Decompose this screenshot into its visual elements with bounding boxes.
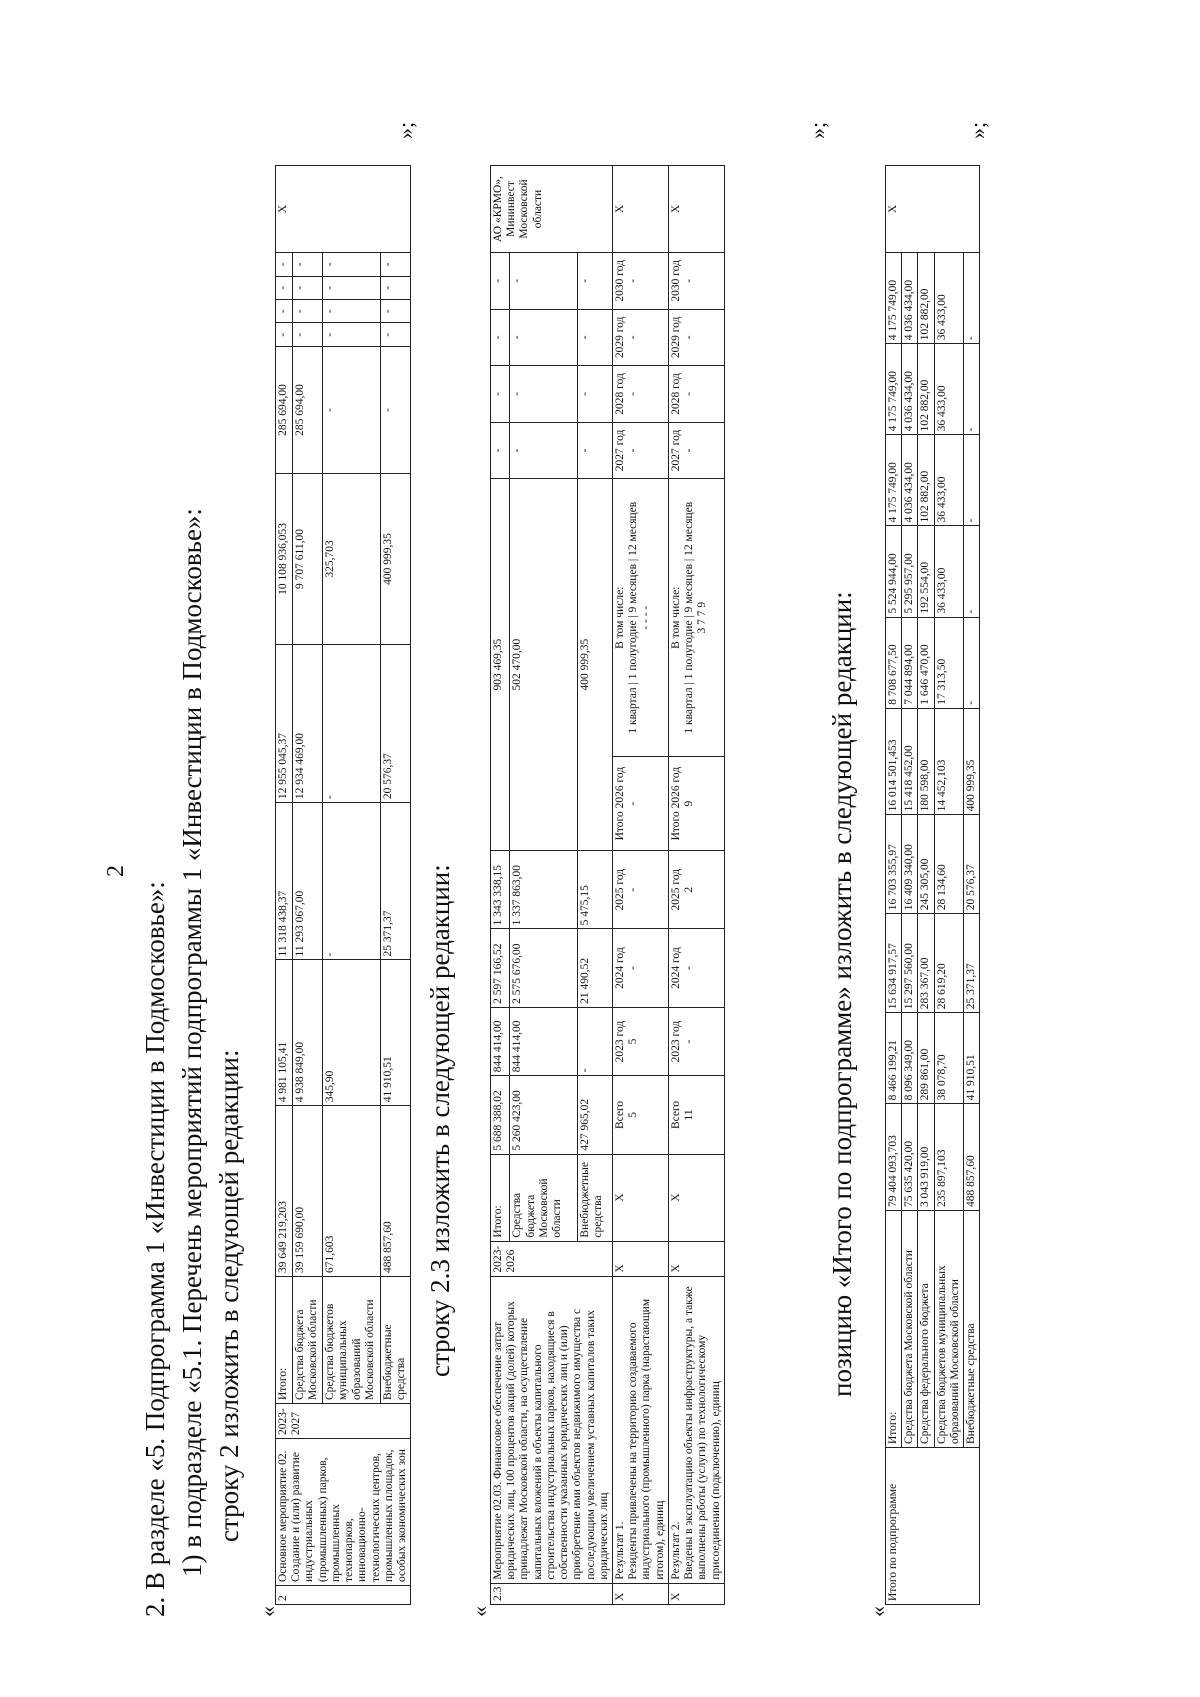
t2-cell: 5 260 423,00 <box>510 1076 577 1154</box>
t2-cell: 502 470,00 <box>510 479 577 851</box>
t3-cell: 36 433,00 <box>934 344 963 435</box>
t2-r1-h <box>612 850 668 928</box>
t3-cell: 4 036 434,00 <box>902 435 918 526</box>
t2-r1-h6: 2028 год <box>613 373 626 415</box>
t2-r1-qv3: - <box>640 605 653 610</box>
table-row2 <box>275 165 411 1605</box>
t2-r2-qv0: 3 <box>696 627 709 634</box>
t1-cell: 12 934 469,00 <box>292 644 322 802</box>
t1-src-1: Средства бюджета Московской области <box>292 1277 322 1404</box>
t1-cell: - <box>276 276 293 299</box>
t2-r1-v3: - <box>627 887 640 892</box>
t1-cell: 488 857,60 <box>380 1106 410 1277</box>
close-quote-3: »; <box>965 121 990 139</box>
t2-r1-x2: X <box>612 1241 668 1276</box>
t3-cell: 20 576,37 <box>964 815 980 914</box>
t3-cell: 14 452,103 <box>934 708 963 815</box>
t3-cell: 1 646 470,00 <box>918 617 934 708</box>
t3-cell: 4 175 749,00 <box>886 435 902 526</box>
t2-cell: 844 414,00 <box>491 1007 510 1075</box>
t3-cell: 75 635 420,00 <box>902 1104 918 1211</box>
t2-r1-qv <box>640 482 653 753</box>
t3-src-2: Средства федерального бюджета <box>918 1211 934 1448</box>
t3-cell: 283 367,00 <box>918 914 934 1013</box>
t2-r1-q2: 9 месяцев <box>627 563 640 613</box>
t2-r2-v0: 11 <box>683 1109 696 1121</box>
t3-cell: 36 433,00 <box>934 253 963 344</box>
heading-subsection: 1) в подразделе «5.1. Перечень мероприятий подпрограммы 1 «Инвестиции в Подмосковье»: <box>177 508 207 1577</box>
close-quote-1: »; <box>393 121 418 139</box>
t2-r2-v2: - <box>683 966 696 971</box>
t3-cell: 16 014 501,453 <box>886 708 902 815</box>
t1-cell: - <box>292 323 322 346</box>
t2-r1-v1: 5 <box>627 1038 640 1045</box>
t2-r1-q: В том числе: 1 квартал | 1 полугодие | 9 месяцев | 12 месяцев - - - - <box>612 479 668 757</box>
t2-r1-v2: - <box>627 966 640 971</box>
table-total <box>885 165 980 1605</box>
t2-r2-h5: 2027 год <box>669 429 682 472</box>
t3-cell: - <box>964 253 980 344</box>
t2-cell: - <box>577 366 612 423</box>
t3-cell: 25 371,37 <box>964 914 980 1013</box>
t1-cell: 11 318 438,37 <box>276 803 293 960</box>
heading-total-instruction: позицию «Итого по подпрограмме» изложить в следующей редакции: <box>827 591 857 1397</box>
t2-cell: - <box>510 309 577 366</box>
t2-r1-h2: 2024 год <box>613 947 626 989</box>
t1-cell: - <box>323 803 381 960</box>
t1-src-2: Средства бюджетов муниципальных образований Московской области <box>323 1277 381 1404</box>
heading-section: 2. В разделе «5. Подпрограмма 1 «Инвестиции в Подмосковье»: <box>140 881 170 1617</box>
t3-cell: 17 313,50 <box>934 617 963 708</box>
t3-cell: 245 305,00 <box>918 815 934 914</box>
t3-cell: 4 175 749,00 <box>886 253 902 344</box>
t3-cell: - <box>964 526 980 617</box>
t2-cell: 427 965,02 <box>577 1076 612 1154</box>
t2-years: 2023-2026 <box>491 1241 613 1276</box>
t2-cell: - <box>577 422 612 479</box>
t1-cell: 325,703 <box>323 474 381 645</box>
t1-years: 2023-2027 <box>276 1404 411 1439</box>
t1-src-0: Итого: <box>276 1277 293 1404</box>
t2-r2-x1: X <box>668 1583 724 1604</box>
t2-cell: 5 688 388,02 <box>491 1076 510 1154</box>
t3-cell: 180 598,00 <box>918 708 934 815</box>
t2-r1-incl: В том числе: <box>613 586 626 649</box>
t3-cell: 8 708 677,50 <box>886 617 902 708</box>
t3-cell: 5 524 944,00 <box>886 526 902 617</box>
open-quote-1: « <box>255 1606 280 1617</box>
t2-src-2: Внебюджетные средства <box>577 1154 612 1241</box>
t3-cell: 8 466 199,21 <box>886 1013 902 1104</box>
t3-cell: 41 910,51 <box>964 1013 980 1104</box>
t2-r2-h2: 2024 год <box>669 947 682 989</box>
t2-r2-h6: 2028 год <box>669 373 682 415</box>
t2-r1-title <box>612 1276 668 1583</box>
t1-cell: - <box>292 253 322 277</box>
t2-r1-label: Результат 1. <box>613 1521 626 1580</box>
t1-cell: - <box>323 346 381 473</box>
t2-r1-h <box>612 929 668 1007</box>
t2-event: Мероприятие 02.03. Финансовое обеспечение затрат юридических лиц, 100 процентов акций (долей) которых принадлежат Московской области, на осуществление капитальных вложений в объекты капитального строительства индустриальных парков, находящиеся в собственности указанных юридических лиц и (или) приобретение ими объектов недвижимого имущества с последующим увеличением уставных капиталов таких юридических лиц <box>491 1276 613 1583</box>
t1-cell: 12 955 045,37 <box>276 644 293 802</box>
t1-cell: 4 938 849,00 <box>292 960 322 1106</box>
t2-r2-x3: X <box>668 1154 724 1241</box>
t3-cell: 4 175 749,00 <box>886 344 902 435</box>
t1-cell: 285 694,00 <box>276 346 293 473</box>
t1-cell: 10 108 936,053 <box>276 474 293 645</box>
t2-r1-h <box>612 757 668 851</box>
t3-cell: 400 999,35 <box>964 708 980 815</box>
t2-r1-v4: - <box>627 801 640 806</box>
t2-cell: - <box>577 1007 612 1075</box>
t2-r2-h <box>668 1007 724 1075</box>
t3-cell: 28 134,60 <box>934 815 963 914</box>
t1-cell: - <box>276 300 293 323</box>
t3-cell: 5 295 957,00 <box>902 526 918 617</box>
t2-r2-v3: 2 <box>683 886 696 893</box>
t1-cell: 9 707 611,00 <box>292 474 322 645</box>
t2-r2-q0: 1 квартал <box>683 687 696 734</box>
t1-cell: 4 981 105,41 <box>276 960 293 1106</box>
t2-r1-q3: 12 месяцев <box>627 501 640 556</box>
t1-src-3: Внебюджетные средства <box>380 1277 410 1404</box>
t2-r2-v8: - <box>683 278 696 283</box>
t2-r1-v7: - <box>627 335 640 340</box>
t2-r2-label: Результат 2. <box>669 1521 682 1580</box>
t2-r1-text: Резиденты привлечены на территорию создаваемого индустриального (промышленного) парка (нарастающим итогом), единиц <box>627 1298 666 1580</box>
t1-cell: 345,90 <box>323 960 381 1106</box>
t3-cell: 3 043 919,00 <box>918 1104 934 1211</box>
t2-r2-h <box>668 422 724 479</box>
t3-src-3: Средства бюджетов муниципальных образований Московской области <box>934 1211 963 1448</box>
t1-cell: - <box>292 276 322 299</box>
t2-r1-h4: Итого 2026 год <box>613 766 626 841</box>
t2-r2-h4: Итого 2026 год <box>669 766 682 841</box>
t1-cell: 39 649 219,203 <box>276 1106 293 1277</box>
t2-r2-v5: - <box>683 448 696 453</box>
rotated-page <box>95 77 995 1617</box>
t2-cell: 1 343 338,15 <box>491 850 510 928</box>
t3-cell: 488 857,60 <box>964 1104 980 1211</box>
t1-num: 2 <box>276 1586 411 1605</box>
t1-cell: 41 910,51 <box>380 960 410 1106</box>
t2-r1-h <box>612 422 668 479</box>
t2-r2-h <box>668 253 724 310</box>
t2-r1-h <box>612 366 668 423</box>
t2-r2-text: Введены в эксплуатацию объекты инфраструктуры, а также выполнены работы (услуги) по технологическому присоединению (подключению), единиц <box>683 1286 722 1580</box>
t2-r1-h8: 2030 год <box>613 260 626 302</box>
page-number: 2 <box>103 865 129 877</box>
t2-r1-h <box>612 253 668 310</box>
t3-cell: 102 882,00 <box>918 253 934 344</box>
t2-cell: 21 490,52 <box>577 929 612 1007</box>
t2-r1-h1: 2023 год <box>613 1020 626 1063</box>
t3-src-4: Внебюджетные средства <box>964 1211 980 1448</box>
t3-cell: - <box>964 617 980 708</box>
t3-cell: 8 096 349,00 <box>902 1013 918 1104</box>
t2-r1-q1: 1 полугодие <box>627 620 640 680</box>
t1-cell: - <box>380 276 410 299</box>
t3-label: Итого по подпрограмме <box>886 1448 980 1605</box>
t1-cell: 20 576,37 <box>380 644 410 802</box>
t2-r2-h <box>668 309 724 366</box>
t1-cell: 25 371,37 <box>380 803 410 960</box>
t2-cell: 844 414,00 <box>510 1007 577 1075</box>
t2-cell: 2 597 166,52 <box>491 929 510 1007</box>
t2-r1-x4: X <box>612 166 668 253</box>
t2-cell: - <box>510 253 577 310</box>
t2-cell: 1 337 863,00 <box>510 850 577 928</box>
t2-cell: - <box>491 309 510 366</box>
t2-src-0: Итого: <box>491 1154 510 1241</box>
t2-src-1: Средства бюджета Московской области <box>510 1154 577 1241</box>
t3-cell: 102 882,00 <box>918 435 934 526</box>
close-quote-2: »; <box>805 121 830 139</box>
t3-src-0: Итого: <box>886 1211 902 1448</box>
t1-cell: - <box>323 276 381 299</box>
t2-r2-h <box>668 929 724 1007</box>
t1-cell: - <box>323 253 381 277</box>
t3-cell: 79 404 093,703 <box>886 1104 902 1211</box>
t3-cell: 4 036 434,00 <box>902 253 918 344</box>
t1-cell: - <box>380 323 410 346</box>
t2-r2-h7: 2029 год <box>669 316 682 359</box>
t3-exec: X <box>886 166 980 253</box>
t2-r2-h3: 2025 год <box>669 868 682 911</box>
t1-event: Основное мероприятие 02. Создание и (или) развитие индустриальных (промышленных) парков, промышленных технопарков, инновационно-технологических центров, промышленных площадок, особых экономических зон <box>276 1439 411 1586</box>
t2-r1-v5: - <box>627 448 640 453</box>
t2-r2-q1: 1 полугодие <box>683 620 696 680</box>
t3-cell: 15 297 560,00 <box>902 914 918 1013</box>
t1-cell: 285 694,00 <box>292 346 322 473</box>
t2-r1-q0: 1 квартал <box>627 687 640 734</box>
t2-r2-title <box>668 1276 724 1583</box>
t1-cell: - <box>323 644 381 802</box>
t2-r1-v8: - <box>627 278 640 283</box>
t2-r2-q3: 12 месяцев <box>683 501 696 556</box>
t2-r1-h <box>612 309 668 366</box>
t2-r1-v6: - <box>627 391 640 396</box>
t2-r2-qv3: 9 <box>696 601 709 608</box>
t2-r2-h <box>668 757 724 851</box>
t3-cell: 16 703 355,97 <box>886 815 902 914</box>
t2-cell: 903 469,35 <box>491 479 510 851</box>
t1-cell: - <box>323 323 381 346</box>
open-quote-2: « <box>467 1606 492 1617</box>
t2-cell: 5 475,15 <box>577 850 612 928</box>
t1-cell: - <box>276 323 293 346</box>
t2-r2-qv <box>696 482 709 753</box>
t3-cell: - <box>964 435 980 526</box>
t3-cell: 15 418 452,00 <box>902 708 918 815</box>
t2-cell: 400 999,35 <box>577 479 612 851</box>
t1-cell: - <box>292 300 322 323</box>
t2-r1-qv0: - <box>640 625 653 630</box>
t2-r2-v4: 9 <box>683 800 696 807</box>
t1-cell: 11 293 067,00 <box>292 803 322 960</box>
t1-cell: - <box>380 253 410 277</box>
t3-cell: 7 044 894,00 <box>902 617 918 708</box>
open-quote-3: « <box>865 1606 890 1617</box>
t1-cell: - <box>276 253 293 277</box>
t2-r1-h <box>612 1076 668 1154</box>
t2-num: 2.3 <box>491 1583 613 1604</box>
t2-exec: АО «КРМО», Мининвест Московской области <box>491 166 613 253</box>
t2-r2-v7: - <box>683 335 696 340</box>
t2-r1-h <box>612 1007 668 1075</box>
t1-cell: - <box>380 346 410 473</box>
t2-r2-x4: X <box>668 166 724 253</box>
t1-cell: - <box>323 300 381 323</box>
heading-row2-instruction: строку 2 изложить в следующей редакции: <box>214 1049 244 1542</box>
t2-r1-v0: 5 <box>627 1112 640 1118</box>
t2-r2-qv2: 7 <box>696 610 709 617</box>
t2-r1-x1: X <box>612 1583 668 1604</box>
t2-cell: - <box>491 366 510 423</box>
t3-cell: 38 078,70 <box>934 1013 963 1104</box>
t2-r2-q: В том числе: 1 квартал | 1 полугодие | 9 месяцев | 12 месяцев 3 7 7 9 <box>668 479 724 757</box>
t2-cell: - <box>577 253 612 310</box>
t3-cell: 192 554,00 <box>918 526 934 617</box>
t2-cell: - <box>491 422 510 479</box>
t3-cell: 36 433,00 <box>934 526 963 617</box>
t3-cell: 15 634 917,57 <box>886 914 902 1013</box>
t3-cell: 102 882,00 <box>918 344 934 435</box>
t3-cell: 235 897,103 <box>934 1104 963 1211</box>
t2-cell: - <box>491 253 510 310</box>
t2-r1-x3: X <box>612 1154 668 1241</box>
t3-cell: 28 619,20 <box>934 914 963 1013</box>
t2-cell: - <box>577 309 612 366</box>
t2-r2-h <box>668 1076 724 1154</box>
t2-r2-x2: X <box>668 1241 724 1276</box>
t2-r1-h0: Всего <box>613 1100 626 1130</box>
t2-r2-v6: - <box>683 391 696 396</box>
t1-cell: 400 999,35 <box>380 474 410 645</box>
t2-r1-h3: 2025 год <box>613 868 626 911</box>
t1-cell: 671,603 <box>323 1106 381 1277</box>
heading-row23-instruction: строку 2.3 изложить в следующей редакции: <box>425 864 455 1377</box>
t2-r1-h7: 2029 год <box>613 316 626 359</box>
t3-cell: 36 433,00 <box>934 435 963 526</box>
t2-r1-h5: 2027 год <box>613 429 626 472</box>
t2-r2-qv1: 7 <box>696 619 709 625</box>
t2-r1-qv1: - <box>640 619 653 623</box>
t2-r2-incl: В том числе: <box>669 586 682 649</box>
t3-src-1: Средства бюджета Московской области <box>902 1211 918 1448</box>
t3-cell: - <box>964 344 980 435</box>
t2-r1-qv2: - <box>640 612 653 617</box>
t2-r2-v1: - <box>683 1039 696 1044</box>
t2-cell: 2 575 676,00 <box>510 929 577 1007</box>
t1-cell: - <box>380 300 410 323</box>
t2-r2-h <box>668 366 724 423</box>
t2-cell: - <box>510 422 577 479</box>
table-row23 <box>490 165 725 1605</box>
t3-cell: 4 036 434,00 <box>902 344 918 435</box>
t1-cell: 39 159 690,00 <box>292 1106 322 1277</box>
t2-r2-q2: 9 месяцев <box>683 563 696 613</box>
t2-r2-h1: 2023 год <box>669 1020 682 1063</box>
t2-r2-h8: 2030 год <box>669 260 682 302</box>
t2-cell: - <box>510 366 577 423</box>
t1-exec: X <box>276 166 411 253</box>
t3-cell: 289 861,00 <box>918 1013 934 1104</box>
t3-cell: 16 409 340,00 <box>902 815 918 914</box>
t2-r2-h0: Всего <box>669 1100 682 1130</box>
t2-r2-h <box>668 850 724 928</box>
